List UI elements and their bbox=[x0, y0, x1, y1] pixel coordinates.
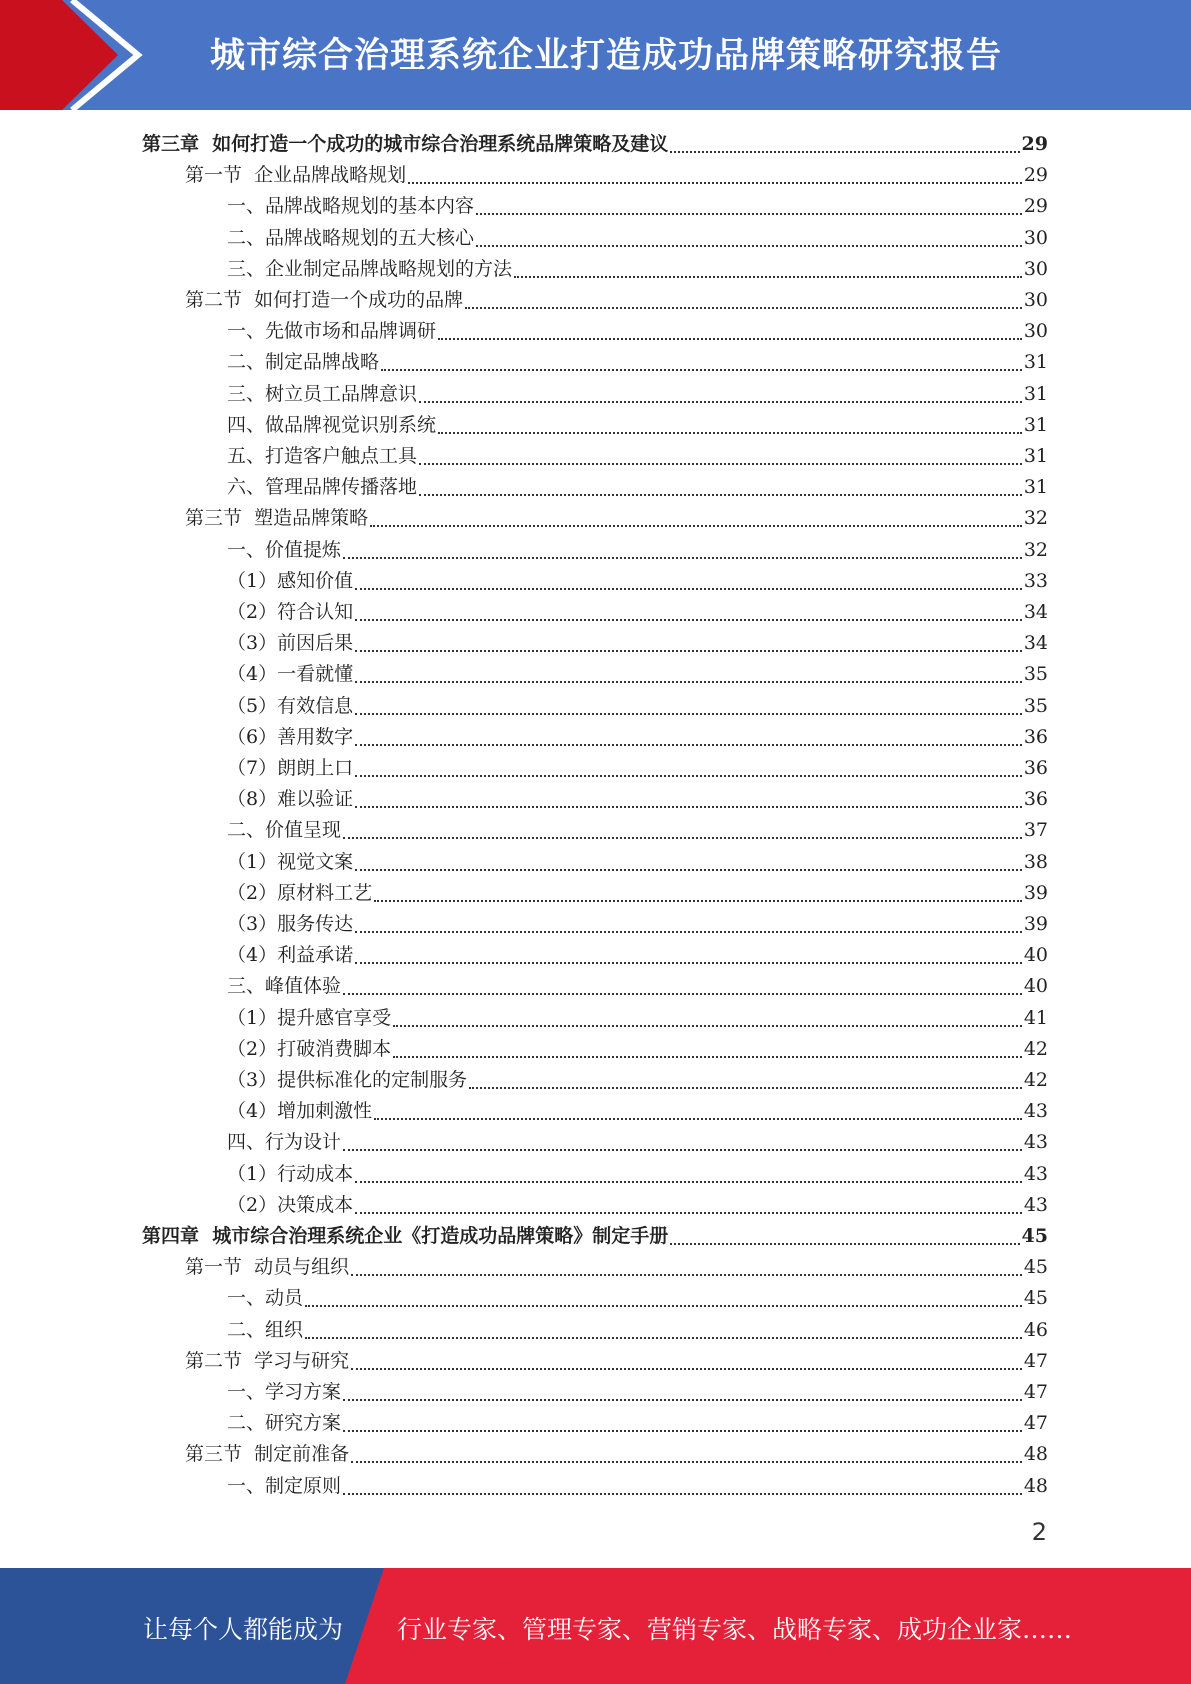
toc-entry[interactable] bbox=[227, 191, 1048, 222]
toc-entry-page: 42 bbox=[1023, 1069, 1048, 1091]
toc-entry-page: 41 bbox=[1023, 1006, 1048, 1029]
toc-entry[interactable] bbox=[227, 379, 1048, 410]
toc-entry-page: 34 bbox=[1023, 601, 1048, 623]
toc-entry-label: 三、企业制定品牌战略规划的方法 bbox=[227, 257, 513, 280]
toc-entry-page: 47 bbox=[1023, 1381, 1048, 1403]
toc-entry-page: 35 bbox=[1023, 694, 1048, 717]
toc-dot-leader bbox=[370, 524, 1022, 527]
toc-entry[interactable] bbox=[227, 472, 1048, 503]
toc-entry-page: 29 bbox=[1023, 195, 1048, 218]
footer-banner bbox=[0, 1568, 1191, 1684]
toc-entry[interactable] bbox=[227, 535, 1048, 566]
toc-entry[interactable] bbox=[227, 1065, 1048, 1096]
toc-entry[interactable] bbox=[227, 1408, 1048, 1439]
toc-entry-label: （3）提供标准化的定制服务 bbox=[227, 1069, 468, 1091]
toc-entry[interactable] bbox=[227, 1471, 1048, 1502]
footer-slogan-left: 让每个人都能成为 bbox=[143, 1615, 344, 1644]
toc-entry-label: 二、研究方案 bbox=[227, 1412, 342, 1435]
toc-entry-label: 六、管理品牌传播落地 bbox=[227, 476, 418, 499]
toc-entry-page: 31 bbox=[1023, 445, 1048, 467]
toc-entry[interactable] bbox=[227, 1003, 1048, 1034]
toc-dot-leader bbox=[355, 805, 1022, 808]
toc-entry-label: （4）利益承诺 bbox=[227, 944, 354, 967]
toc-entry[interactable] bbox=[227, 847, 1048, 878]
toc-entry-label: 一、动员 bbox=[227, 1287, 304, 1310]
toc-entry[interactable] bbox=[185, 1439, 1048, 1470]
header-arrow-decoration bbox=[0, 0, 160, 110]
toc-entry[interactable] bbox=[227, 1127, 1048, 1158]
toc-dot-leader bbox=[355, 712, 1022, 715]
toc-entry-page: 47 bbox=[1023, 1412, 1048, 1435]
toc-dot-leader bbox=[343, 556, 1022, 559]
toc-entry-page: 39 bbox=[1023, 881, 1048, 904]
toc-entry-page: 31 bbox=[1023, 382, 1048, 405]
toc-dot-leader bbox=[305, 1336, 1022, 1339]
toc-entry[interactable] bbox=[142, 1221, 1048, 1252]
toc-entry-label: （2）打破消费脚本 bbox=[227, 1037, 392, 1060]
toc-entry-page: 33 bbox=[1023, 569, 1048, 592]
toc-dot-leader bbox=[355, 1180, 1022, 1183]
toc-entry-label: 第一节 动员与组织 bbox=[185, 1256, 350, 1279]
toc-entry-page: 31 bbox=[1023, 413, 1048, 436]
toc-entry-label: （8）难以验证 bbox=[227, 788, 354, 811]
toc-entry-page: 36 bbox=[1023, 788, 1048, 811]
toc-entry[interactable] bbox=[227, 1096, 1048, 1127]
toc-dot-leader bbox=[355, 680, 1022, 683]
toc-dot-leader bbox=[351, 1273, 1022, 1276]
toc-entry-page: 30 bbox=[1023, 226, 1048, 249]
toc-dot-leader bbox=[438, 337, 1022, 340]
toc-dot-leader bbox=[305, 1304, 1022, 1307]
toc-entry-label: （1）视觉文案 bbox=[227, 850, 354, 873]
toc-dot-leader bbox=[408, 181, 1022, 184]
page-number: 2 bbox=[1031, 1518, 1047, 1546]
toc-dot-leader bbox=[343, 1429, 1022, 1432]
toc-entry-page: 39 bbox=[1023, 913, 1048, 935]
toc-entry-label: 一、学习方案 bbox=[227, 1381, 342, 1403]
toc-entry-page: 32 bbox=[1023, 538, 1048, 561]
toc-dot-leader bbox=[343, 1398, 1022, 1401]
toc-entry-label: 四、行为设计 bbox=[227, 1131, 342, 1154]
toc-entry-label: （5）有效信息 bbox=[227, 694, 354, 717]
toc-entry[interactable] bbox=[227, 316, 1048, 347]
toc-entry[interactable] bbox=[227, 254, 1048, 285]
toc-entry-label: 一、品牌战略规划的基本内容 bbox=[227, 195, 475, 218]
toc-entry-page: 31 bbox=[1023, 476, 1048, 499]
toc-entry-label: （2）原材料工艺 bbox=[227, 881, 373, 904]
toc-entry[interactable] bbox=[227, 628, 1048, 659]
toc-entry[interactable] bbox=[227, 971, 1048, 1002]
toc-dot-leader bbox=[465, 306, 1022, 309]
toc-dot-leader bbox=[419, 493, 1022, 496]
toc-dot-leader bbox=[476, 244, 1022, 247]
toc-entry-page: 29 bbox=[1023, 164, 1048, 187]
toc-entry-label: 五、打造客户触点工具 bbox=[227, 445, 418, 467]
document-title: 城市综合治理系统企业打造成功品牌策略研究报告 bbox=[210, 36, 1003, 76]
toc-entry-page: 45 bbox=[1023, 1256, 1048, 1279]
toc-dot-leader bbox=[393, 1024, 1022, 1027]
toc-entry[interactable] bbox=[185, 1346, 1048, 1377]
toc-entry[interactable] bbox=[227, 1283, 1048, 1314]
toc-entry[interactable] bbox=[227, 1159, 1048, 1190]
toc-entry-label: （2）决策成本 bbox=[227, 1193, 354, 1216]
toc-entry[interactable] bbox=[227, 597, 1048, 628]
toc-entry-label: （4）增加刺激性 bbox=[227, 1100, 373, 1123]
toc-entry[interactable] bbox=[227, 940, 1048, 971]
header-banner bbox=[0, 0, 1191, 110]
toc-entry-label: （3）前因后果 bbox=[227, 632, 354, 655]
toc-dot-leader bbox=[355, 1211, 1022, 1214]
toc-entry-label: 第一节 企业品牌战略规划 bbox=[185, 164, 407, 187]
toc-entry[interactable] bbox=[142, 129, 1048, 160]
toc-entry[interactable] bbox=[227, 410, 1048, 441]
toc-entry-label: 二、品牌战略规划的五大核心 bbox=[227, 226, 475, 249]
toc-entry-label: 一、先做市场和品牌调研 bbox=[227, 320, 437, 343]
toc-dot-leader bbox=[355, 618, 1022, 621]
toc-dot-leader bbox=[514, 275, 1022, 278]
toc-entry-page: 42 bbox=[1023, 1037, 1048, 1060]
toc-entry[interactable] bbox=[227, 441, 1048, 472]
toc-dot-leader bbox=[343, 1148, 1022, 1151]
toc-dot-leader bbox=[355, 743, 1022, 746]
toc-entry-page: 31 bbox=[1023, 351, 1048, 374]
toc-entry-label: （1）提升感官享受 bbox=[227, 1006, 392, 1029]
toc-entry-page: 37 bbox=[1023, 819, 1048, 842]
toc-dot-leader bbox=[476, 212, 1022, 215]
toc-entry[interactable] bbox=[227, 566, 1048, 597]
toc-dot-leader bbox=[355, 649, 1022, 652]
toc-entry[interactable] bbox=[227, 1315, 1048, 1346]
toc-entry[interactable] bbox=[227, 878, 1048, 909]
toc-entry[interactable] bbox=[185, 160, 1048, 191]
toc-dot-leader bbox=[355, 961, 1022, 964]
toc-dot-leader bbox=[670, 1242, 1019, 1245]
toc-entry-page: 32 bbox=[1023, 507, 1048, 530]
toc-entry[interactable] bbox=[185, 1252, 1048, 1283]
toc-entry-label: （3）服务传达 bbox=[227, 913, 354, 935]
toc-entry-label: 第二节 学习与研究 bbox=[185, 1349, 350, 1372]
toc-entry-label: 第三节 塑造品牌策略 bbox=[185, 507, 369, 530]
toc-entry-label: 二、价值呈现 bbox=[227, 819, 342, 842]
toc-dot-leader bbox=[469, 1086, 1022, 1089]
toc-entry-label: （7）朗朗上口 bbox=[227, 757, 354, 779]
toc-dot-leader bbox=[381, 368, 1022, 371]
toc-entry-label: 一、价值提炼 bbox=[227, 538, 342, 561]
toc-entry-page: 36 bbox=[1023, 725, 1048, 748]
toc-entry-label: 第四章 城市综合治理系统企业《打造成功品牌策略》制定手册 bbox=[142, 1225, 669, 1247]
toc-dot-leader bbox=[343, 1492, 1022, 1495]
toc-entry[interactable] bbox=[227, 691, 1048, 722]
toc-entry-page: 30 bbox=[1023, 257, 1048, 280]
toc-dot-leader bbox=[419, 400, 1022, 403]
toc-entry-label: （4）一看就懂 bbox=[227, 663, 354, 686]
toc-entry-label: 一、制定原则 bbox=[227, 1474, 342, 1497]
toc-entry[interactable] bbox=[227, 1190, 1048, 1221]
toc-dot-leader bbox=[355, 868, 1022, 871]
toc-entry-page: 29 bbox=[1021, 133, 1048, 155]
toc-entry-label: 第三节 制定前准备 bbox=[185, 1443, 350, 1466]
toc-entry-label: 二、组织 bbox=[227, 1318, 304, 1341]
toc-entry-label: （6）善用数字 bbox=[227, 725, 354, 748]
toc-entry-page: 43 bbox=[1023, 1100, 1048, 1123]
toc-dot-leader bbox=[438, 431, 1022, 434]
toc-dot-leader bbox=[670, 150, 1019, 153]
toc-entry-page: 48 bbox=[1023, 1474, 1048, 1497]
toc-dot-leader bbox=[355, 930, 1022, 933]
toc-entry-page: 38 bbox=[1023, 850, 1048, 873]
toc-entry-page: 30 bbox=[1023, 289, 1048, 311]
toc-entry[interactable] bbox=[227, 1377, 1048, 1408]
toc-entry[interactable] bbox=[227, 1034, 1048, 1065]
toc-entry[interactable] bbox=[227, 347, 1048, 378]
toc-dot-leader bbox=[393, 1055, 1022, 1058]
toc-entry-page: 43 bbox=[1023, 1193, 1048, 1216]
toc-entry[interactable] bbox=[227, 815, 1048, 846]
footer-slogan-right: 行业专家、管理专家、营销专家、战略专家、成功企业家…… bbox=[397, 1615, 1073, 1644]
toc-entry[interactable] bbox=[185, 285, 1048, 316]
toc-entry-page: 40 bbox=[1023, 975, 1048, 998]
toc-dot-leader bbox=[419, 462, 1022, 465]
toc-entry-label: （2）符合认知 bbox=[227, 601, 354, 623]
toc-entry[interactable] bbox=[227, 753, 1048, 784]
toc-entry-page: 47 bbox=[1023, 1349, 1048, 1372]
toc-entry-label: 第二节 如何打造一个成功的品牌 bbox=[185, 289, 464, 311]
toc-dot-leader bbox=[374, 1117, 1022, 1120]
toc-dot-leader bbox=[355, 774, 1022, 777]
toc-entry[interactable] bbox=[227, 659, 1048, 690]
toc-dot-leader bbox=[351, 1367, 1022, 1370]
toc-entry-label: 三、峰值体验 bbox=[227, 975, 342, 998]
toc-entry-page: 36 bbox=[1023, 757, 1048, 779]
toc-entry[interactable] bbox=[227, 722, 1048, 753]
toc-entry-label: 三、树立员工品牌意识 bbox=[227, 382, 418, 405]
toc-entry-page: 40 bbox=[1023, 944, 1048, 967]
toc-dot-leader bbox=[343, 836, 1022, 839]
toc-entry-label: （1）行动成本 bbox=[227, 1162, 354, 1185]
toc-entry-label: 四、做品牌视觉识别系统 bbox=[227, 413, 437, 436]
toc-entry-page: 46 bbox=[1023, 1318, 1048, 1341]
toc-entry-page: 35 bbox=[1023, 663, 1048, 686]
toc-entry-page: 45 bbox=[1021, 1225, 1048, 1247]
toc-entry[interactable] bbox=[227, 784, 1048, 815]
toc-entry[interactable] bbox=[227, 223, 1048, 254]
toc-entry-page: 34 bbox=[1023, 632, 1048, 655]
toc-dot-leader bbox=[351, 1460, 1022, 1463]
toc-dot-leader bbox=[374, 899, 1022, 902]
toc-entry-label: 第三章 如何打造一个成功的城市综合治理系统品牌策略及建议 bbox=[142, 133, 669, 155]
toc-entry-page: 45 bbox=[1023, 1287, 1048, 1310]
toc-entry[interactable] bbox=[185, 503, 1048, 534]
toc-entry-page: 43 bbox=[1023, 1162, 1048, 1185]
toc-entry[interactable] bbox=[227, 909, 1048, 940]
toc-entry-label: 二、制定品牌战略 bbox=[227, 351, 380, 374]
toc-entry-page: 30 bbox=[1023, 320, 1048, 343]
toc-entry-page: 43 bbox=[1023, 1131, 1048, 1154]
toc-entry-label: （1）感知价值 bbox=[227, 569, 354, 592]
toc-dot-leader bbox=[343, 992, 1022, 995]
toc-entry-page: 48 bbox=[1023, 1443, 1048, 1466]
toc-dot-leader bbox=[355, 587, 1022, 590]
